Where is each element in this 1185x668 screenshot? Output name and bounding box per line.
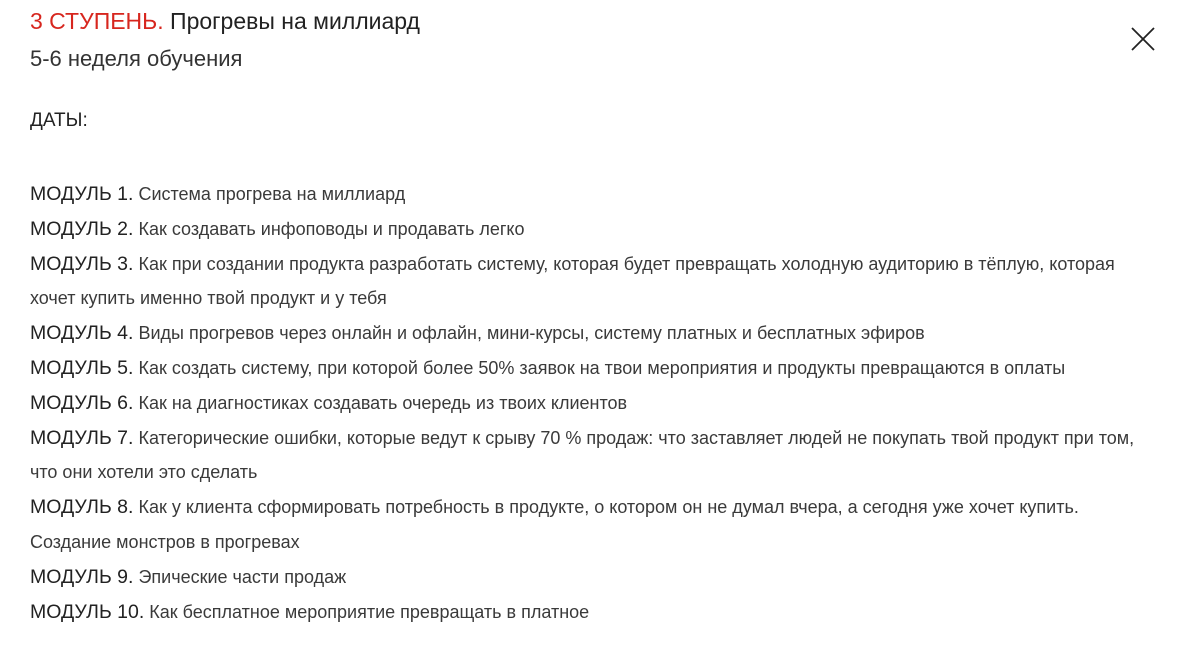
title-text: Прогревы на миллиард [170, 8, 420, 34]
module-text: Категорические ошибки, которые ведут к срыву 70 % продаж: что заставляет людей не покупать твой продукт при том, что они хотели это сделать [30, 427, 1135, 483]
module-label: МОДУЛЬ 4. [30, 322, 134, 345]
step-label: 3 СТУПЕНЬ. [30, 8, 164, 34]
module-item [30, 386, 1160, 421]
dates-label: ДАТЫ: [30, 110, 88, 131]
module-item [30, 247, 1160, 317]
module-item [30, 560, 1160, 595]
page-title [30, 6, 1155, 36]
module-label: МОДУЛЬ 1. [30, 183, 134, 205]
module-label: МОДУЛЬ 10. [30, 600, 145, 623]
module-text: Как при создании продукта разработать систему, которая будет превращать холодную аудиторию в тёплую, которая хочет купить именно твой продукт и у тебя [30, 253, 1115, 309]
module-item [30, 490, 1160, 560]
module-item [30, 595, 1160, 630]
module-text: Виды прогревов через онлайн и офлайн, мини-курсы, систему платных и бесплатных эфиров [138, 323, 925, 344]
module-label: МОДУЛЬ 9. [30, 565, 134, 588]
close-icon [1130, 26, 1156, 52]
module-text: Как на диагностиках создавать очередь из твоих клиентов [138, 392, 628, 413]
module-label: МОДУЛЬ 6. [30, 391, 134, 414]
module-item [30, 421, 1160, 491]
module-text: Как у клиента сформировать потребность в продукте, о котором он не думал вчера, а сегодня уже хочет купить. Создание монстров в прогревах [30, 497, 1079, 552]
module-text: Как бесплатное мероприятие превращать в платное [149, 601, 590, 622]
page-subtitle: 5-6 неделя обучения [30, 46, 243, 71]
module-label: МОДУЛЬ 5. [30, 356, 134, 379]
module-label: МОДУЛЬ 2. [30, 217, 134, 240]
module-text: Эпические части продаж [138, 566, 347, 587]
module-text: Как создавать инфоповоды и продавать легко [138, 218, 525, 239]
module-text: Система прогрева на миллиард [138, 184, 406, 204]
modules-list [30, 177, 1160, 629]
module-label: МОДУЛЬ 8. [30, 496, 134, 519]
module-item [30, 316, 1160, 351]
module-item [30, 212, 1160, 247]
module-item [30, 351, 1160, 386]
module-item [30, 177, 1160, 212]
module-label: МОДУЛЬ 3. [30, 252, 134, 275]
module-label: МОДУЛЬ 7. [30, 426, 134, 449]
module-text: Как создать систему, при которой более 50% заявок на твои мероприятия и продукты превращаются в оплаты [138, 357, 1066, 378]
close-button[interactable] [1130, 26, 1156, 52]
